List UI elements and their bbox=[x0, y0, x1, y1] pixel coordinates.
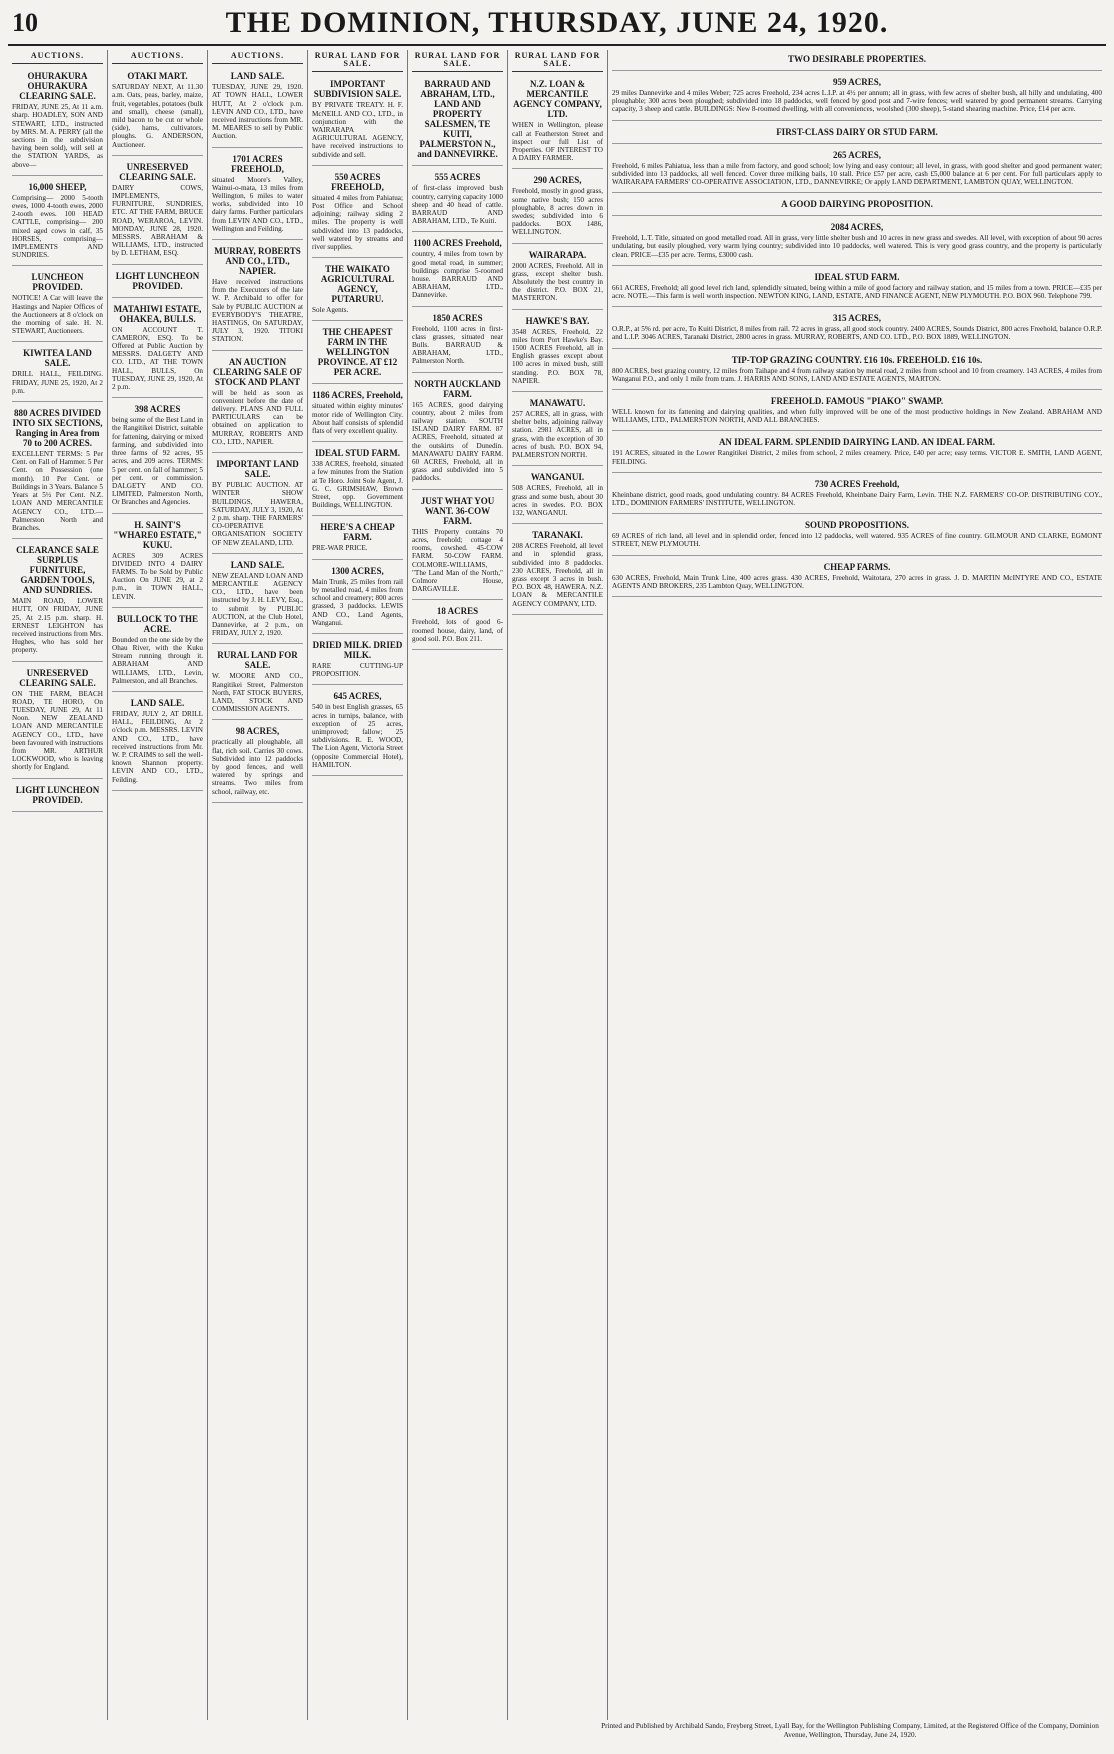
column-heading: RURAL LAND FOR SALE. bbox=[512, 50, 603, 72]
ad-heading: H. SAINT'S "WHARE0 ESTATE," KUKU. bbox=[113, 519, 202, 550]
classified-ad bbox=[312, 386, 403, 442]
classified-ad bbox=[212, 556, 303, 645]
ad-body: 338 ACRES, freehold, situated a few minutes from the Station at Te Horo. Joint Sole Agent, J. G. C. GRIMSHAW, Brown Street, opp. Government Buildings, WELLINGTON. bbox=[312, 460, 403, 510]
ad-heading: 265 ACRES, bbox=[832, 149, 881, 160]
ad-heading: 398 ACRES bbox=[134, 404, 181, 415]
ad-heading: MANAWATU. bbox=[529, 398, 586, 409]
classified-ad bbox=[312, 168, 403, 258]
ad-heading: 1186 ACRES, Freehold, bbox=[312, 390, 403, 401]
ad-heading: 645 ACRES, bbox=[333, 691, 382, 702]
classified-ad bbox=[612, 50, 1102, 71]
columns bbox=[8, 50, 1106, 1720]
classified-ad bbox=[212, 150, 303, 240]
ad-heading: CLEARANCE SALE SURPLUS FURNITURE, GARDEN TOOLS, AND SUNDRIES. bbox=[16, 545, 99, 596]
classified-ad bbox=[512, 394, 603, 466]
ad-body: FRIDAY, JULY 2, AT DRILL HALL, FEILDING, At 2 o'clock p.m. MESSRS. LEVIN AND CO., LTD., have received instructions from Mr. W. P. CRAIMS to sell the well-known Shannon property. LEVIN AND CO., LTD., Feilding. bbox=[112, 709, 203, 784]
ad-heading: HERE'S A CHEAP FARM. bbox=[320, 522, 395, 543]
ad-heading: RURAL LAND FOR SALE. bbox=[217, 650, 298, 671]
ad-heading: A GOOD DAIRYING PROPOSITION. bbox=[781, 199, 933, 210]
classified-ad bbox=[612, 123, 1102, 144]
classified-ad bbox=[612, 392, 1102, 431]
classified-ad bbox=[412, 168, 503, 232]
classified-ad bbox=[612, 351, 1102, 390]
ad-body: Freehold, 6 miles Pahiatua, less than a mile from factory, and good school; low lying and easy contour; all level, in grass, with good shelter and good permanent water; subdivided into 13 paddocks, all well fenced. Cover three milking bails, 10 stall. Price £57 per acre, cash £5,000 balance at 6 per cent. For full particulars apply to WAIRARAPA FARMERS' CO-OPERATIVE ASSOCIATION, LTD., DANNEVIRKE; Or apply LAND DEPARTMENT, LAMBTON QUAY, WELLINGTON. bbox=[612, 161, 1102, 187]
ad-body: ACRES 309 ACRES DIVIDED INTO 4 DAIRY FARMS. To be Sold by Public Auction On JUNE 29, at 2 p.m., in TOWN HALL, LEVIN. bbox=[112, 551, 203, 601]
ad-list bbox=[212, 67, 303, 803]
ad-body: THIS Property contains 70 acres, freehold; cottage 4 rooms, cowshed. 45-COW FARM. 50-COW FARM. COLMORE-WILLIAMS, "The Land Man of the North," Colmore House, DARGAVILLE. bbox=[412, 527, 503, 594]
classified-ad bbox=[612, 516, 1102, 555]
ad-body: being some of the Best Land in the Rangitikei District, suitable for fattening, dairying or mixed farming, and subdivided into three farms of 92 acres, 95 acres, and 209 acres. TERMS: 5 per cent. on fall of hammer; 5 per cent. or commission. DALGETY AND CO. LIMITED, Palmerston North, Or Branches and Agencies. bbox=[112, 416, 204, 507]
ad-body: 208 ACRES Freehold, all level and in splendid grass, subdivided into 8 paddocks. 230 ACRES, Freehold, all in grass except 3 acres in bush. P.O. BOX 48, HAWERA. N.Z. LOAN & MERCANTILE AGENCY COMPANY, LTD. bbox=[512, 542, 603, 608]
ad-heading: 315 ACRES, bbox=[832, 313, 881, 324]
classified-ad bbox=[12, 344, 103, 402]
ad-body: ON THE FARM, BEACH ROAD, TE HORO, On TUESDAY, JUNE 29, At 11 Noon. NEW ZEALAND LOAN AND MERCANTILE AGENCY CO., LTD., have been favoured with instructions from MR. ARTHUR LOCKWOOD, who is leaving shortly for England. bbox=[12, 689, 103, 772]
ad-list bbox=[12, 67, 103, 811]
column-3 bbox=[208, 50, 308, 1720]
classified-ad bbox=[612, 218, 1102, 266]
classified-ad bbox=[312, 260, 403, 321]
ad-body: 800 ACRES, best grazing country, 12 miles from Taihape and 4 from railway station by metal road, 2 miles from school and 10 from creamery. 143 ACRES, 4 miles from Wanganui P.O., and only 1 mile from tram. J. HARRIS AND SONS, LAND AND ESTATE AGENTS, MARTON. bbox=[612, 366, 1102, 383]
ad-heading: IDEAL STUD FARM. bbox=[814, 271, 900, 282]
classified-ad bbox=[612, 268, 1102, 307]
ad-heading: IMPORTANT SUBDIVISION SALE. bbox=[313, 79, 402, 100]
ad-body: of first-class improved bush country, carrying capacity 1000 sheep and 40 head of cattle. BARRAUD AND ABRAHAM, LTD., Te Kuiti. bbox=[412, 184, 503, 226]
ad-heading: 1850 ACRES bbox=[432, 312, 483, 323]
ad-body: 257 ACRES, all in grass, with shelter belts, adjoining railway station. 2981 ACRES, all in grass, with the exception of 30 acres of bush. P.O. BOX 94, PALMERSTON NORTH. bbox=[512, 410, 603, 460]
ad-body: NOTICE! A Car will leave the Hastings and Napier Offices of the Auctioneers at 8 o'clock on the morning of sale. H. N. STEWART, Auctioneers. bbox=[12, 294, 103, 336]
ad-body: Comprising— 2000 5-tooth ewes, 1000 4-tooth ewes, 2000 2-tooth ewes. 100 HEAD CATTLE, comprising— 200 mixed aged cows in calf, 35 HORSES, comprising— IMPLEMENTS AND SUNDRIES. bbox=[12, 193, 103, 260]
ad-heading: THE WAIKATO AGRICULTURAL AGENCY, PUTARURU. bbox=[320, 264, 395, 305]
ad-body: MAIN ROAD, LOWER HUTT, ON FRIDAY, JUNE 25, At 2.15 p.m. sharp. H. ERNEST LEIGHTON has received instructions from Mrs. Hughes, who has sold her property. bbox=[12, 597, 103, 655]
classified-ad bbox=[212, 353, 303, 453]
ad-heading: LIGHT LUNCHEON PROVIDED. bbox=[15, 784, 100, 805]
ad-body: PRE-WAR PRICE. bbox=[312, 544, 368, 553]
classified-ad bbox=[12, 664, 103, 779]
classified-ad bbox=[412, 234, 503, 306]
ad-heading: LAND SALE. bbox=[230, 559, 285, 570]
classified-ad bbox=[512, 526, 603, 615]
ad-body: Freehold, 1100 acres in first-class grasses, situated near Bulls. BARRAUD & ABRAHAM, LTD., Palmerston North. bbox=[412, 324, 503, 366]
classified-ad bbox=[412, 309, 503, 373]
classified-ad bbox=[212, 455, 303, 554]
classified-ad bbox=[112, 610, 203, 692]
ad-heading: TARANAKI. bbox=[532, 530, 583, 541]
ad-list bbox=[512, 75, 603, 614]
ad-heading: 16,000 SHEEP, bbox=[28, 181, 87, 192]
ad-heading: NORTH AUCKLAND FARM. bbox=[414, 378, 501, 399]
ad-body: NEW ZEALAND LOAN AND MERCANTILE AGENCY CO., LTD., have been instructed by J. H. LEVY, Esq., to submit by PUBLIC AUCTION, at the Club Hotel, Dannevirke, at 2 p.m., on FRIDAY, JULY 2, 1920. bbox=[212, 571, 303, 638]
newspaper-title: THE DOMINION, THURSDAY, JUNE 24, 1920. bbox=[225, 6, 889, 39]
ad-body: BY PUBLIC AUCTION. AT WINTER SHOW BUILDINGS, HAWERA, SATURDAY, JULY 3, 1920, At 2 p.m. sharp. THE FARMERS' CO-OPERATIVE ORGANISATION SOCIETY OF NEW ZEALAND, LTD. bbox=[212, 481, 303, 547]
ad-list bbox=[312, 75, 403, 776]
column-heading: AUCTIONS. bbox=[12, 50, 103, 64]
classified-ad bbox=[612, 558, 1102, 597]
printer-imprint: Printed and Published by Archibald Sando, Freyberg Street, Lyall Bay, for the Wellington Publishing Company, Limited, at the Registered Office of the Company, Dominion Avenue, Wellington, Thursday, June 24, 1920. bbox=[601, 1722, 1099, 1739]
classified-ad bbox=[512, 468, 603, 524]
ad-heading: CHEAP FARMS. bbox=[823, 561, 891, 572]
ad-heading: 880 ACRES DIVIDED INTO SIX SECTIONS, Ranging in Area from 70 to 200 ACRES. bbox=[12, 408, 103, 449]
classified-ad bbox=[112, 516, 203, 608]
ad-heading: MATAHIWI ESTATE, OHAKEA, BULLS. bbox=[113, 303, 202, 324]
classified-ad bbox=[12, 541, 103, 661]
ad-body: Freehold, mostly in good grass, some native bush; 150 acres ploughable, 8 acres down in swedes; subdivided into 6 paddocks. BOX 1486, WELLINGTON. bbox=[512, 187, 603, 237]
ad-heading: BARRAUD AND ABRAHAM, LTD., LAND AND PROPERTY SALESMEN, TE KUITI, PALMERSTON N., and DANNEVIRKE. bbox=[417, 79, 498, 160]
classified-ad bbox=[612, 475, 1102, 514]
classified-ad bbox=[12, 781, 103, 812]
classified-ad bbox=[312, 444, 403, 516]
ad-body: Kheinbane district, good roads, good undulating country. 84 ACRES Freehold, Kheinbane Dairy Farm, Levin. THE N.Z. FARMERS' CO-OP. DISTRIBUTING COY., LTD., DOMINION FARMERS' INSTITUTE, WELLINGTON. bbox=[612, 490, 1102, 508]
ad-heading: MURRAY, ROBERTS AND CO., LTD., NAPIER. bbox=[214, 246, 301, 277]
ad-heading: UNRESERVED CLEARING SALE. bbox=[19, 667, 96, 688]
ad-body: ON ACCOUNT T. CAMERON, ESQ. To be Offered at Public Auction by MESSRS. DALGETY AND CO. LTD., AT THE TOWN HALL, BULLS, On TUESDAY, JUNE 29, 1920, At 2 p.m. bbox=[112, 325, 203, 392]
column-1 bbox=[8, 50, 108, 1720]
ad-heading: KIWITEA LAND SALE. bbox=[23, 348, 92, 369]
classified-ad bbox=[512, 75, 603, 169]
masthead bbox=[0, 0, 1114, 46]
classified-ad bbox=[112, 694, 203, 791]
classified-ad bbox=[12, 67, 103, 176]
masthead-rule bbox=[8, 44, 1106, 46]
ad-body: DAIRY COWS, IMPLEMENTS, FURNITURE, SUNDRIES, ETC. AT THE FARM, BRUCE ROAD, WERAROA, LEVIN. MONDAY, JUNE 28, 1920. MESSRS. ABRAHAM & WILLIAMS, LTD., instructed by D. LETHAM, ESQ. bbox=[112, 183, 203, 258]
ad-body: TUESDAY, JUNE 29, 1920. AT TOWN HALL, LOWER HUTT, At 2 o'clock p.m. LEVIN AND CO., LTD., have received instructions from MR. M. MEARES to sell by Public Auction. bbox=[212, 83, 303, 141]
ad-heading: FREEHOLD. FAMOUS "PIAKO" SWAMP. bbox=[770, 396, 944, 407]
ad-body: Freehold, L.T. Title, situated on good metalled road. All in grass, very little shelter bush and 10 acres in new grass and swedes. All level, with exception of about 90 acres undulating, but easily ploughed, very warm lying country; subdivided into 10 paddocks, well watered. This is very good grass country, and the property is particularly clean. PRICE—£35 per acre. Terms, £3000 cash. bbox=[612, 234, 1102, 259]
ad-body: practically all ploughable, all flat, rich soil. Carries 30 cows. Subdivided into 12 paddocks by good fences, and well watered by springs and streams. Two miles from school, railway, etc. bbox=[212, 738, 303, 796]
ad-body: EXCELLENT TERMS: 5 Per Cent. on Fall of Hammer. 5 Per Cent. on Possession (one month). 10 Per Cent. or Buildings in 3 Years. Balance 5 Years at 5½ Per Cent. N.Z. LOAN AND MERCANTILE AGENCY CO., LTD.— Palmerston North and Branches. bbox=[12, 450, 103, 532]
ad-heading: LAND SALE. bbox=[130, 697, 185, 708]
classified-ad bbox=[512, 171, 603, 243]
ad-heading: UNRESERVED CLEARING SALE. bbox=[119, 161, 196, 182]
classified-ad bbox=[412, 492, 503, 601]
ad-heading: N.Z. LOAN & MERCANTILE AGENCY COMPANY, LTD. bbox=[513, 79, 602, 120]
ad-heading: OTAKI MART. bbox=[127, 71, 188, 82]
ad-body: O.R.P., at 5% rd. per acre, To Kuiti District, 8 miles from rail. 72 acres in grass, all good stock country. 2400 ACRES, Sounds District, 800 acres Freehold, balance O.R.P. and L.I.P. 3046 ACRES, Taranaki District, 2800 acres in grass. MURRAY, ROBERTS, AND CO. LTD., P.O. BOX 1889, WELLINGTON. bbox=[612, 325, 1102, 342]
classified-ad bbox=[212, 242, 303, 351]
page-number: 10 bbox=[12, 8, 38, 37]
ad-heading: 550 ACRES FREEHOLD, bbox=[331, 171, 384, 192]
classified-ad bbox=[512, 312, 603, 392]
classified-ad bbox=[312, 636, 403, 685]
classified-ad bbox=[112, 158, 203, 265]
ad-body: W. MOORE AND CO., Rangitikei Street, Palmerston North, FAT STOCK BUYERS, LAND, STOCK AND COMMISSION AGENTS. bbox=[212, 672, 303, 714]
ad-heading: THE CHEAPEST FARM IN THE WELLINGTON PROVINCE. AT £12 PER ACRE. bbox=[317, 327, 398, 378]
classified-ad bbox=[112, 267, 203, 298]
ad-heading: IMPORTANT LAND SALE. bbox=[216, 459, 299, 480]
ad-heading: 730 ACRES Freehold, bbox=[814, 478, 900, 489]
ad-body: country, 4 miles from town by good metal road, in summer; buildings comprise 5-roomed house. BARRAUD AND ABRAHAM, LTD., Dannevirke. bbox=[412, 250, 503, 300]
ad-heading: 98 ACRES, bbox=[235, 726, 280, 737]
ad-body: Freehold, lots of good 6-roomed house, dairy, land, of good soil. P.O. Box 211. bbox=[412, 618, 503, 643]
ad-heading: IDEAL STUD FARM. bbox=[314, 448, 401, 459]
ad-heading: WAIRARAPA. bbox=[528, 249, 587, 260]
classified-ad bbox=[312, 562, 403, 634]
classified-ad bbox=[12, 178, 103, 267]
classified-ad bbox=[412, 602, 503, 650]
classified-ad bbox=[512, 246, 603, 310]
ad-list bbox=[112, 67, 203, 791]
ad-heading: TWO DESIRABLE PROPERTIES. bbox=[788, 54, 926, 64]
ad-body: SATURDAY NEXT, At 11.30 a.m. Oats, peas, barley, maize, fruit, vegetables, potatoes (bulk and small), cheese (small), mild bacon to be cut or whole (side), hams, cultivators, ploughs. G. ANDERSON, Auctioneer. bbox=[112, 83, 203, 149]
classified-ad bbox=[312, 323, 403, 384]
ad-body: 540 in best English grasses, 65 acres in turnips, balance, with exception of 25 acres, unimproved; fallow; 25 subdivisions. R. E. WOOD, The Lion Agent, Victoria Street (opposite Commercial Hotel), HAMILTON. bbox=[312, 703, 403, 769]
ad-heading: 18 ACRES bbox=[436, 606, 479, 617]
ad-body: 508 ACRES, Freehold, all in grass and some bush, about 30 acres in swedes. P.O. BOX 132, WANGANUI. bbox=[512, 484, 603, 517]
classified-ad bbox=[112, 400, 203, 513]
column-heading: RURAL LAND FOR SALE. bbox=[312, 50, 403, 72]
classified-ad bbox=[612, 73, 1102, 121]
classified-ad bbox=[612, 433, 1102, 472]
ad-heading: 2084 ACRES, bbox=[830, 222, 884, 233]
ad-heading: TIP-TOP GRAZING COUNTRY. £16 10s. FREEHOLD. £16 10s. bbox=[731, 354, 983, 365]
ad-heading: SOUND PROPOSITIONS. bbox=[804, 520, 910, 531]
classified-ad bbox=[312, 687, 403, 776]
ad-body: DRILL HALL, FEILDING. FRIDAY, JUNE 25, 1920, At 2 p.m. bbox=[12, 370, 103, 395]
ad-body: will be held as soon as convenient before the date of delivery. PLANS AND FULL PARTICULARS can be obtained on application to MURRAY, ROBERTS AND CO., LTD., NAPIER. bbox=[212, 388, 303, 446]
classified-ad bbox=[112, 300, 203, 399]
ad-heading: 290 ACRES, bbox=[533, 175, 582, 186]
classified-ad bbox=[12, 404, 103, 539]
ad-body: 165 ACRES, good dairying country, about 2 miles from railway station. SOUTH ISLAND DAIRY FARM. 87 ACRES, Freehold, situated at the outskirts of Dunedin. MANAWATU DAIRY FARM. 60 ACRES, Freehold, all in grass and subdivided into 5 paddocks. bbox=[412, 400, 503, 483]
classified-ad bbox=[212, 67, 303, 147]
ad-heading: 1701 ACRES FREEHOLD, bbox=[231, 153, 284, 174]
ad-body: 3548 ACRES, Freehold, 22 miles from Port Hawke's Bay. 1500 ACRES Freehold, all in English grasses except about 100 acres in mixed bush, still standing. P.O. BOX 78, NAPIER. bbox=[512, 327, 603, 385]
column-heading: AUCTIONS. bbox=[212, 50, 303, 64]
ad-body: situated within eighty minutes' motor ride of Wellington City. About half consists of splendid flats of very excellent quality. bbox=[312, 402, 403, 436]
ad-body: 69 ACRES of rich land, all level and in splendid order, fenced into 12 paddocks, well watered. 935 ACRES of fine country. GILMOUR AND CLARKE, EGMONT STREET, NEW PLYMOUTH. bbox=[612, 532, 1102, 549]
ad-heading: WANGANUI. bbox=[530, 472, 585, 483]
ad-heading: LUNCHEON PROVIDED. bbox=[31, 272, 84, 293]
ad-body: 29 miles Dannevirke and 4 miles Weber; 725 acres Freehold, 234 acres L.I.P. at 4½ per annum; all in grass, with few acres of shelter bush, all hilly and undulating, 400 ploughable; 300 acres been ploughed; subdivided into 18 paddocks, well fenced by good post and 7-wire fences; well watered by good permanent streams. Carrying capacity, 3 sheep and cattle. BUILDINGS: New 8-roomed dwelling, with all conveniences, woolshed (300 sheep), 5-stand shearing machine. Price, £14 per acre. bbox=[612, 89, 1102, 114]
ad-heading: HAWKE'S BAY. bbox=[525, 315, 590, 326]
ad-heading: LAND SALE. bbox=[230, 71, 285, 82]
ad-body: Bounded on the one side by the Ohau River, with the Kuku Stream running through it. ABRAHAM AND WILLIAMS, LTD., Levin, Palmerston, and all Branches. bbox=[112, 635, 203, 685]
classified-ad bbox=[312, 518, 403, 559]
ad-body: BY PRIVATE TREATY. H. F. McNEILL AND CO., LTD., in conjunction with the WAIRARAPA AGRICULTURAL AGENCY, have received instructions to subdivide and sell. bbox=[312, 101, 403, 159]
column-4 bbox=[308, 50, 408, 1720]
ad-body: 661 ACRES, Freehold; all good level rich land, splendidly situated, being within a mile of good factory and railway station, and 15 miles from a town. PRICE—£35 per acre. NOTE.—This farm is well worth inspection. NEWTON KING, LAND, ESTATE, AND FINANCE AGENT, NEW PLYMOUTH. P.O. BOX 960. Telephone 799. bbox=[612, 283, 1102, 301]
classified-ad bbox=[412, 75, 503, 166]
ad-list bbox=[612, 50, 1102, 597]
ad-heading: FIRST-CLASS DAIRY OR STUD FARM. bbox=[776, 126, 938, 137]
column-6 bbox=[508, 50, 608, 1720]
column-5 bbox=[408, 50, 508, 1720]
ad-heading: BULLOCK TO THE ACRE. bbox=[116, 613, 199, 634]
ad-body: FRIDAY, JUNE 25, At 11 a.m. sharp. HOADLEY, SON AND STEWART, LTD., instructed by MRS. M. A. PERRY (all the sections in the subdivision having been sold), will sell at the STATION YARDS, as above— bbox=[12, 103, 103, 169]
classified-ad bbox=[612, 146, 1102, 194]
ad-body: WELL known for its fattening and dairying qualities, and when fully improved will be one of the most productive holdings in New Zealand. ABRAHAM AND WILLIAMS, LTD., PALMERSTON NORTH, AND ALL BRANCHES. bbox=[612, 408, 1102, 425]
ad-body: situated Moore's Valley, Wainui-o-mata, 13 miles from Wellington, 6 miles to water works, subdivided into 10 dairy farms. Further particulars from LEVIN AND CO., LTD., Wellington and Feilding. bbox=[212, 175, 303, 233]
ad-body: 2000 ACRES, Freehold. All in grass, except shelter bush. Absolutely the best country in the district. P.O. BOX 21, MASTERTON. bbox=[512, 261, 603, 303]
ad-body: Main Trunk, 25 miles from rail by metalled road, 4 miles from school and creamery; 800 acres grassed, 3 paddocks. LEWIS AND CO., Land Agents, Wanganui. bbox=[312, 577, 403, 627]
classified-ad bbox=[212, 646, 303, 720]
column-7-wide bbox=[608, 50, 1106, 1720]
classified-ad bbox=[612, 309, 1102, 348]
ad-body: situated 4 miles from Pahiatua; Post Office and School adjoining; railway siding 2 miles. The property is well subdivided into 13 paddocks, well watered by streams and river supplies. bbox=[312, 193, 403, 252]
classified-ad bbox=[412, 375, 503, 490]
ad-heading: 1100 ACRES Freehold, bbox=[413, 238, 502, 249]
ad-body: 630 ACRES, Freehold, Main Trunk Line, 400 acres grass. 430 ACRES, Freehold, Waitotara, 270 acres in grass. J. D. MARTIN McINTYRE AND CO., ESTATE AGENTS AND BROKERS, 235 Lambton Quay, WELLINGTON. bbox=[612, 573, 1102, 590]
ad-heading: 959 ACRES, bbox=[832, 77, 881, 87]
classified-ad bbox=[212, 722, 303, 802]
classified-ad bbox=[112, 67, 203, 156]
ad-body: Have received instructions from the Executors of the late W. P. Archibald to offer for Sale by PUBLIC AUCTION at EVERYBODY'S THEATRE, HASTINGS, On SATURDAY, JULY 3, 1920. TITOKI STATION. bbox=[212, 278, 303, 344]
ad-heading: AN AUCTION CLEARING SALE OF STOCK AND PLANT bbox=[212, 356, 302, 387]
classified-ad bbox=[612, 195, 1102, 216]
classified-ad bbox=[12, 268, 103, 342]
ad-heading: LIGHT LUNCHEON PROVIDED. bbox=[115, 270, 200, 291]
ad-body: WHEN in Wellington, please call at Featherston Street and inspect our full List of Properties. OF INTEREST TO A DAIRY FARMER. bbox=[512, 121, 603, 163]
ad-heading: 1300 ACRES, bbox=[331, 565, 384, 576]
ad-heading: AN IDEAL FARM. SPLENDID DAIRYING LAND. AN IDEAL FARM. bbox=[718, 437, 996, 448]
column-heading: RURAL LAND FOR SALE. bbox=[412, 50, 503, 72]
ad-body: RARE CUTTING-UP PROPOSITION. bbox=[312, 661, 403, 679]
classified-ad bbox=[312, 75, 403, 165]
column-heading: AUCTIONS. bbox=[112, 50, 203, 64]
ad-heading: OHURAKURA OHURAKURA CLEARING SALE. bbox=[19, 71, 96, 102]
ad-heading: JUST WHAT YOU WANT. 36-COW FARM. bbox=[420, 495, 495, 526]
ad-heading: DRIED MILK. DRIED MILK. bbox=[312, 639, 403, 660]
ad-body: 191 ACRES, situated in the Lower Rangitikei District, 2 miles from school, 2 miles creamery. Price, £40 per acre; easy terms. VICTOR E. SMITH, LAND AGENT, FEILDING. bbox=[612, 449, 1102, 466]
column-2 bbox=[108, 50, 208, 1720]
ad-body: Sole Agents. bbox=[312, 306, 349, 315]
ad-heading: 555 ACRES bbox=[434, 172, 481, 183]
ad-list bbox=[412, 75, 503, 650]
